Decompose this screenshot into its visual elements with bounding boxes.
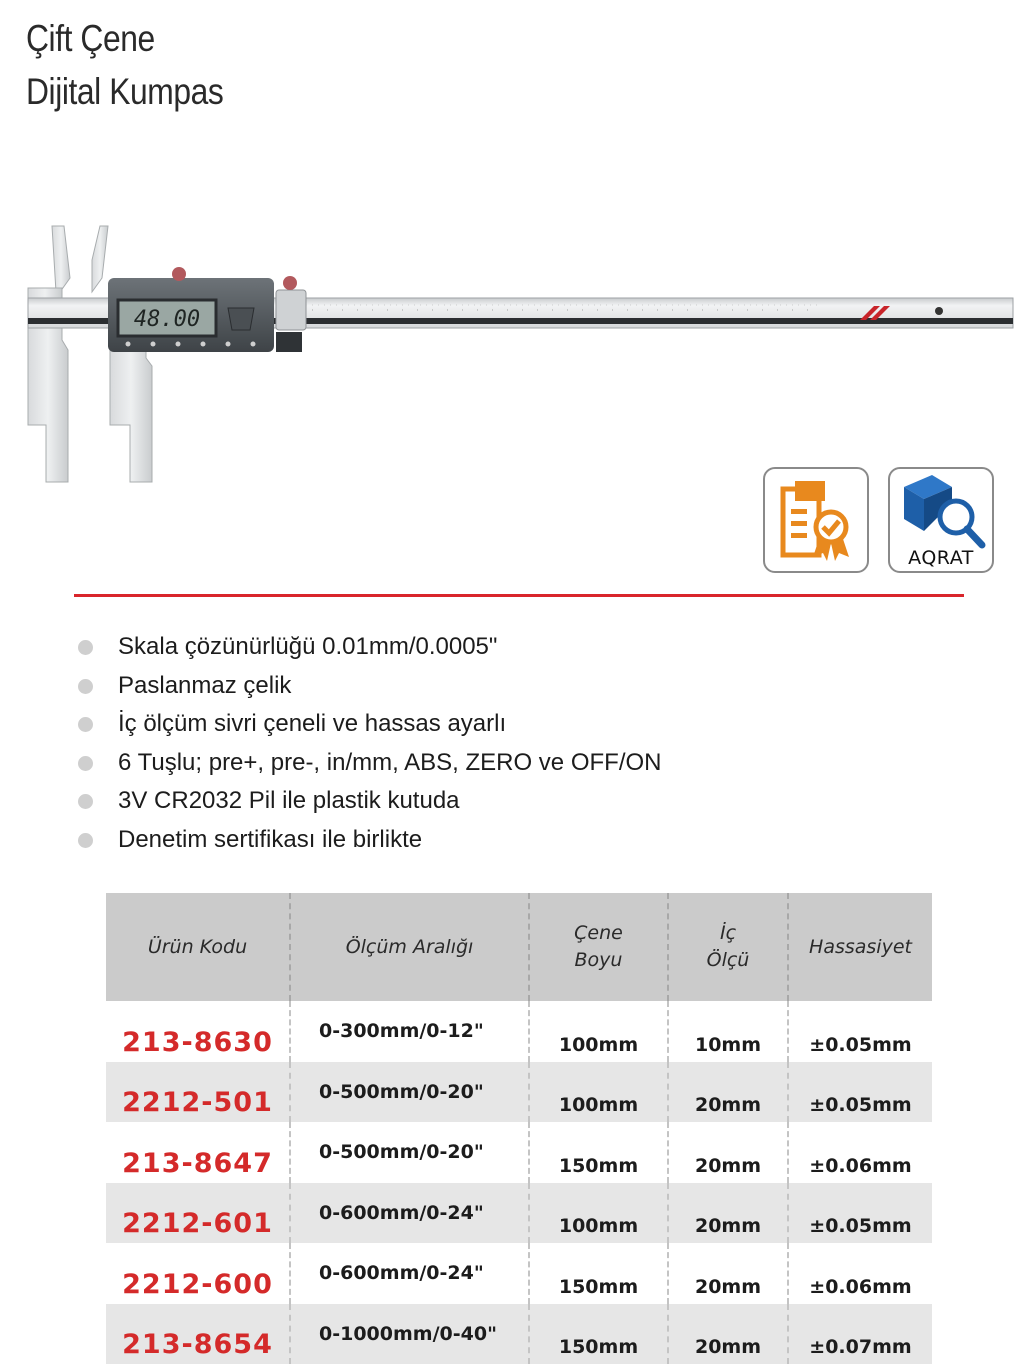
title-line-2: Dijital Kumpas [26, 65, 223, 118]
aqrat-badge [888, 467, 994, 573]
bullet-icon [78, 679, 93, 694]
digital-caliper-image [22, 220, 1017, 490]
inner-measure: 20mm [668, 1243, 788, 1304]
table-row [106, 1122, 932, 1183]
aqrat-magnifier-icon [890, 469, 992, 549]
jaw-length: 100mm [529, 1062, 668, 1123]
bullet-icon [78, 640, 93, 655]
jaw-length: 100mm [529, 1183, 668, 1244]
inner-measure: 20mm [668, 1062, 788, 1123]
header-product-code: Ürün Kodu [106, 893, 290, 1001]
jaw-length: 150mm [529, 1304, 668, 1364]
feature-item: Skala çözünürlüğü 0.01mm/0.0005" [74, 628, 661, 667]
header-accuracy: Hassasiyet [788, 893, 932, 1001]
inner-measure: 10mm [668, 1001, 788, 1062]
feature-item: 6 Tuşlu; pre+, pre-, in/mm, ABS, ZERO ve OFF/ON [74, 744, 661, 783]
accuracy: ±0.05mm [788, 1183, 932, 1244]
jaw-length: 100mm [529, 1001, 668, 1062]
aqrat-label: AQRAT [890, 547, 992, 569]
table-row [106, 1304, 932, 1364]
product-code: 2212-601 [106, 1183, 290, 1244]
accuracy: ±0.07mm [788, 1304, 932, 1364]
page-title [26, 12, 223, 118]
accuracy: ±0.06mm [788, 1243, 932, 1304]
table-row [106, 1243, 932, 1304]
measuring-range: 0-500mm/0-20" [290, 1062, 529, 1123]
bullet-icon [78, 833, 93, 848]
measuring-range: 0-600mm/0-24" [290, 1243, 529, 1304]
bullet-icon [78, 794, 93, 809]
feature-item: İç ölçüm sivri çeneli ve hassas ayarlı [74, 705, 661, 744]
header-jaw-length: Çene Boyu [529, 893, 668, 1001]
measuring-range: 0-600mm/0-24" [290, 1183, 529, 1244]
jaw-length: 150mm [529, 1243, 668, 1304]
specification-table [106, 893, 932, 1364]
table-header-row [106, 893, 932, 1001]
fixed-jaw [28, 226, 70, 482]
product-code: 213-8647 [106, 1122, 290, 1183]
product-code: 213-8654 [106, 1304, 290, 1364]
header-measuring-range: Ölçüm Aralığı [290, 893, 529, 1001]
certificate-badge [763, 467, 869, 573]
certificate-icon [765, 469, 867, 571]
feature-list [74, 628, 661, 859]
caliper-display-unit [108, 267, 306, 352]
feature-item: Paslanmaz çelik [74, 667, 661, 706]
section-divider [74, 594, 964, 597]
jaw-length: 150mm [529, 1122, 668, 1183]
accuracy: ±0.06mm [788, 1122, 932, 1183]
accuracy: ±0.05mm [788, 1062, 932, 1123]
table-row [106, 1062, 932, 1123]
feature-item: Denetim sertifikası ile birlikte [74, 821, 661, 860]
bullet-icon [78, 717, 93, 732]
header-inner-measure: İç Ölçü [668, 893, 788, 1001]
measuring-range: 0-500mm/0-20" [290, 1122, 529, 1183]
table-row [106, 1183, 932, 1244]
accuracy: ±0.05mm [788, 1001, 932, 1062]
product-code: 2212-600 [106, 1243, 290, 1304]
inner-measure: 20mm [668, 1122, 788, 1183]
bullet-icon [78, 756, 93, 771]
table-row [106, 1001, 932, 1062]
product-code: 213-8630 [106, 1001, 290, 1062]
inner-measure: 20mm [668, 1304, 788, 1364]
title-line-1: Çift Çene [26, 12, 223, 65]
product-code: 2212-501 [106, 1062, 290, 1123]
caliper-display-reading: 48.00 [134, 307, 200, 332]
feature-item: 3V CR2032 Pil ile plastik kutuda [74, 782, 661, 821]
measuring-range: 0-300mm/0-12" [290, 1001, 529, 1062]
inner-measure: 20mm [668, 1183, 788, 1244]
measuring-range: 0-1000mm/0-40" [290, 1304, 529, 1364]
sliding-jaw [92, 226, 152, 482]
